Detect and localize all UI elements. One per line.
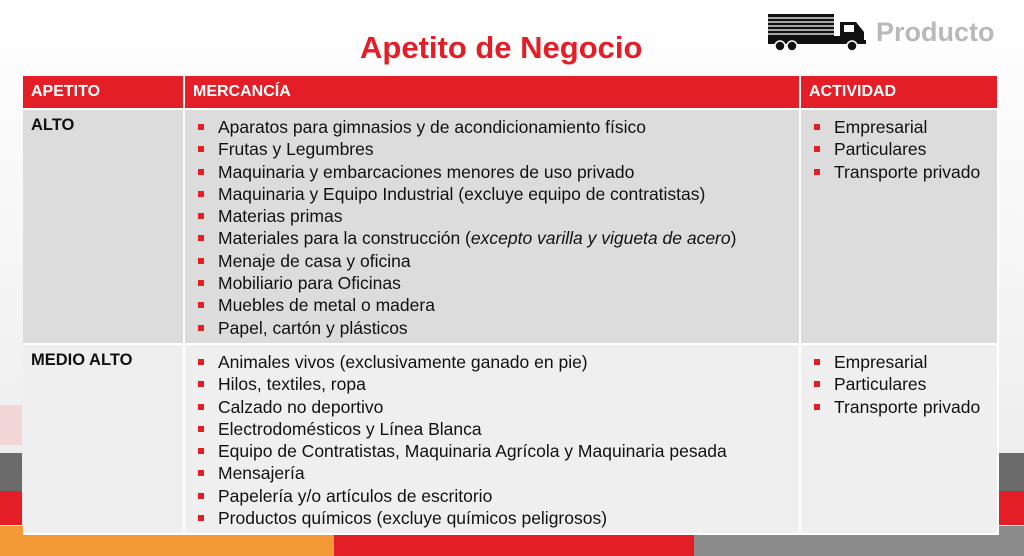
appetite-table: [23, 76, 999, 535]
list-item: Papelería y/o artículos de escritorio: [193, 485, 791, 507]
table-row: [23, 344, 998, 534]
merchandise-list: [193, 116, 791, 339]
decorative-bar: [998, 491, 1024, 525]
list-item: Calzado no deportivo: [193, 396, 791, 418]
merchandise-list: [193, 351, 791, 529]
decorative-bar: [0, 491, 22, 525]
list-item: Materias primas: [193, 205, 791, 227]
list-item: Empresarial: [809, 351, 989, 373]
list-item: Muebles de metal o madera: [193, 294, 791, 316]
decorative-bar: [0, 405, 22, 445]
list-item: Productos químicos (excluye químicos peligrosos): [193, 507, 791, 529]
list-item: Electrodomésticos y Línea Blanca: [193, 418, 791, 440]
decorative-bar: [0, 453, 22, 491]
list-item: Transporte privado: [809, 161, 989, 183]
list-item: Particulares: [809, 373, 989, 395]
header-appetite: APETITO: [23, 76, 184, 109]
header-activity: ACTIVIDAD: [800, 76, 998, 109]
decorative-bar: [998, 453, 1024, 491]
appetite-level: ALTO: [23, 109, 184, 344]
list-item: Mensajería: [193, 462, 791, 484]
list-item: Hilos, textiles, ropa: [193, 373, 791, 395]
activity-cell: [800, 109, 998, 344]
table-row: [23, 109, 998, 344]
activity-list: [809, 351, 989, 418]
appetite-level: MEDIO ALTO: [23, 344, 184, 534]
list-item: Animales vivos (exclusivamente ganado en pie): [193, 351, 791, 373]
list-item: Mobiliario para Oficinas: [193, 272, 791, 294]
truck-icon: [766, 12, 870, 52]
list-item: Empresarial: [809, 116, 989, 138]
table-header-row: [23, 76, 998, 109]
list-item: Maquinaria y Equipo Industrial (excluye equipo de contratistas): [193, 183, 791, 205]
list-item: Papel, cartón y plásticos: [193, 317, 791, 339]
list-item: Transporte privado: [809, 396, 989, 418]
merchandise-cell: [184, 344, 800, 534]
list-item: Aparatos para gimnasios y de acondicionamiento físico: [193, 116, 791, 138]
list-item: Maquinaria y embarcaciones menores de uso privado: [193, 161, 791, 183]
merchandise-cell: [184, 109, 800, 344]
list-item: Frutas y Legumbres: [193, 138, 791, 160]
product-label: Producto: [876, 17, 995, 47]
page-title: Apetito de Negocio: [360, 30, 643, 65]
list-item: Equipo de Contratistas, Maquinaria Agrícola y Maquinaria pesada: [193, 440, 791, 462]
activity-list: [809, 116, 989, 183]
list-item: Menaje de casa y oficina: [193, 250, 791, 272]
list-item: Materiales para la construcción (excepto varilla y vigueta de acero): [193, 227, 791, 249]
list-item: Particulares: [809, 138, 989, 160]
activity-cell: [800, 344, 998, 534]
header-merchandise: MERCANCÍA: [184, 76, 800, 109]
